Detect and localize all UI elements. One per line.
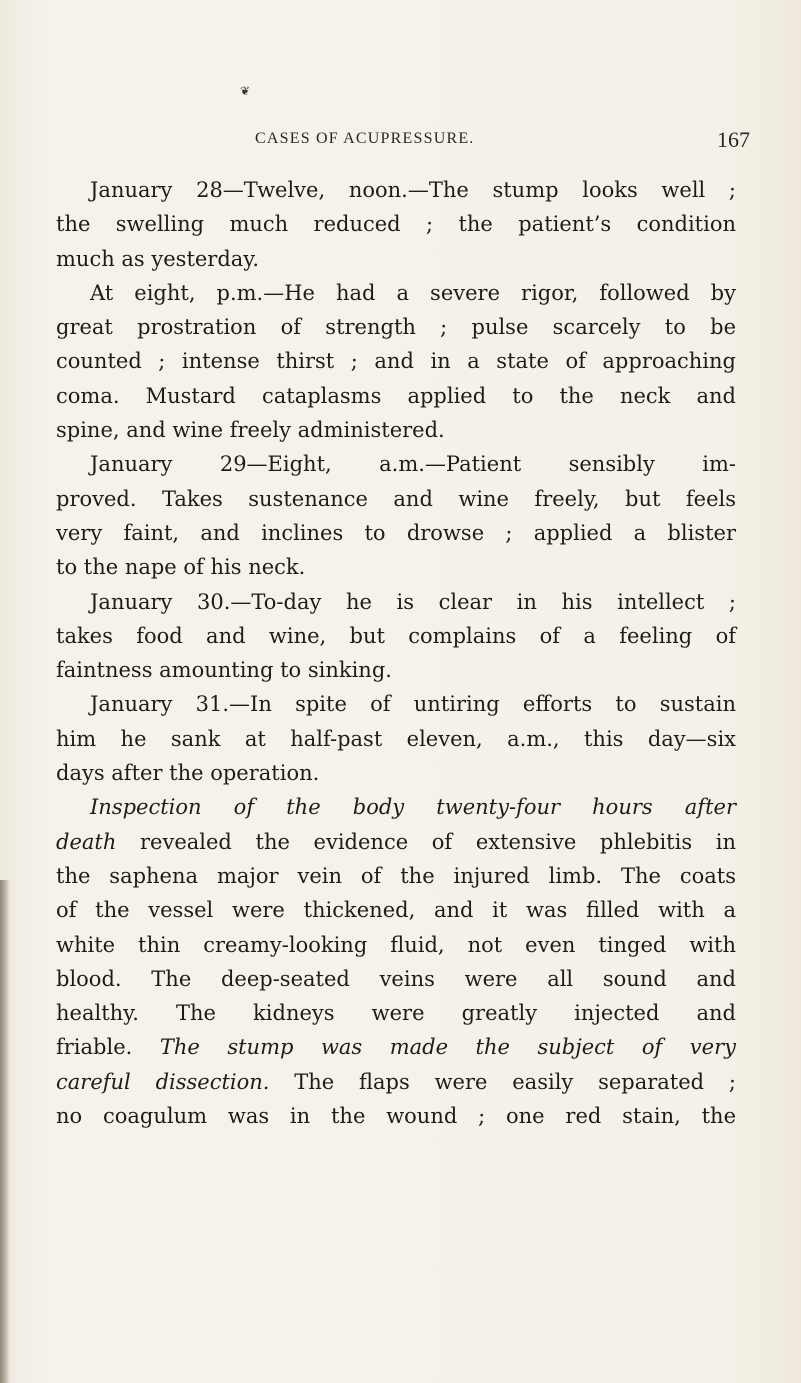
text-segment: revealed the evidence of extensive phlebitis in (116, 829, 736, 854)
italic-text-segment: careful dissection. (56, 1069, 270, 1094)
text-line (56, 893, 736, 927)
text-segment: very faint, and inclines to drowse ; applied a blister (56, 520, 736, 545)
text-line (56, 242, 736, 276)
text-line (56, 1099, 736, 1133)
text-line (56, 482, 736, 516)
printer-ornament: ❦ (239, 84, 251, 98)
text-segment: white thin creamy-looking fluid, not even tinged with (56, 932, 736, 957)
text-segment: the saphena major vein of the injured limb. The coats (56, 863, 736, 888)
text-line (56, 447, 736, 481)
text-line (56, 825, 736, 859)
text-segment: no coagulum was in the wound ; one red stain, the (56, 1104, 736, 1129)
page-number: 167 (717, 127, 750, 152)
text-line (56, 516, 736, 550)
text-line (56, 344, 736, 378)
text-segment: The flaps were easily separated ; (269, 1069, 736, 1094)
running-title: CASES OF ACUPRESSURE. (255, 130, 475, 147)
text-line (56, 653, 736, 687)
text-segment: faintness amounting to sinking. (56, 658, 392, 683)
text-line (56, 928, 736, 962)
text-segment: friable. (56, 1035, 160, 1060)
text-line (56, 1030, 736, 1064)
text-segment: January 29—Eight, a.m.—Patient sensibly im- (90, 452, 736, 477)
text-segment: of the vessel were thickened, and it was filled with a (56, 898, 736, 923)
text-line (56, 687, 736, 721)
text-line (56, 310, 736, 344)
text-line (56, 550, 736, 584)
text-segment: proved. Takes sustenance and wine freely, but feels (56, 486, 736, 511)
text-line (56, 173, 736, 207)
text-line (56, 962, 736, 996)
text-line (56, 722, 736, 756)
text-segment: January 30.—To-day he is clear in his intellect ; (90, 589, 736, 614)
text-segment: blood. The deep-seated veins were all sound and (56, 966, 736, 991)
text-segment: At eight, p.m.—He had a severe rigor, followed by (90, 280, 736, 305)
text-segment: him he sank at half-past eleven, a.m., this day—six (56, 726, 736, 751)
text-line (56, 379, 736, 413)
italic-text-segment: death (56, 829, 117, 854)
text-line (56, 859, 736, 893)
text-segment: much as yesterday. (56, 246, 260, 271)
text-segment: to the nape of his neck. (56, 555, 306, 580)
text-line (56, 756, 736, 790)
text-line (56, 996, 736, 1030)
text-line (56, 790, 736, 824)
text-line (56, 585, 736, 619)
text-segment: January 31.—In spite of untiring efforts to sustain (90, 692, 736, 717)
text-line (56, 207, 736, 241)
text-segment: the swelling much reduced ; the patient’s condition (56, 212, 736, 237)
text-line (56, 1065, 736, 1099)
italic-text-segment: The stump was made the subject of very (159, 1035, 736, 1060)
text-segment: counted ; intense thirst ; and in a state of approaching (56, 349, 736, 374)
text-segment: days after the operation. (56, 761, 320, 786)
body-text (56, 173, 736, 1133)
text-line (56, 413, 736, 447)
text-segment: healthy. The kidneys were greatly injected and (56, 1001, 736, 1026)
text-line (56, 619, 736, 653)
page-edge-shadow (0, 880, 10, 1383)
italic-text-segment: Inspection of the body twenty-four hours after (90, 795, 736, 820)
text-segment: great prostration of strength ; pulse scarcely to be (56, 315, 736, 340)
text-segment: January 28—Twelve, noon.—The stump looks well ; (90, 178, 736, 202)
text-segment: takes food and wine, but complains of a feeling of (56, 623, 736, 648)
text-line (56, 276, 736, 310)
text-segment: spine, and wine freely administered. (56, 418, 445, 443)
text-segment: coma. Mustard cataplasms applied to the neck and (56, 383, 736, 408)
